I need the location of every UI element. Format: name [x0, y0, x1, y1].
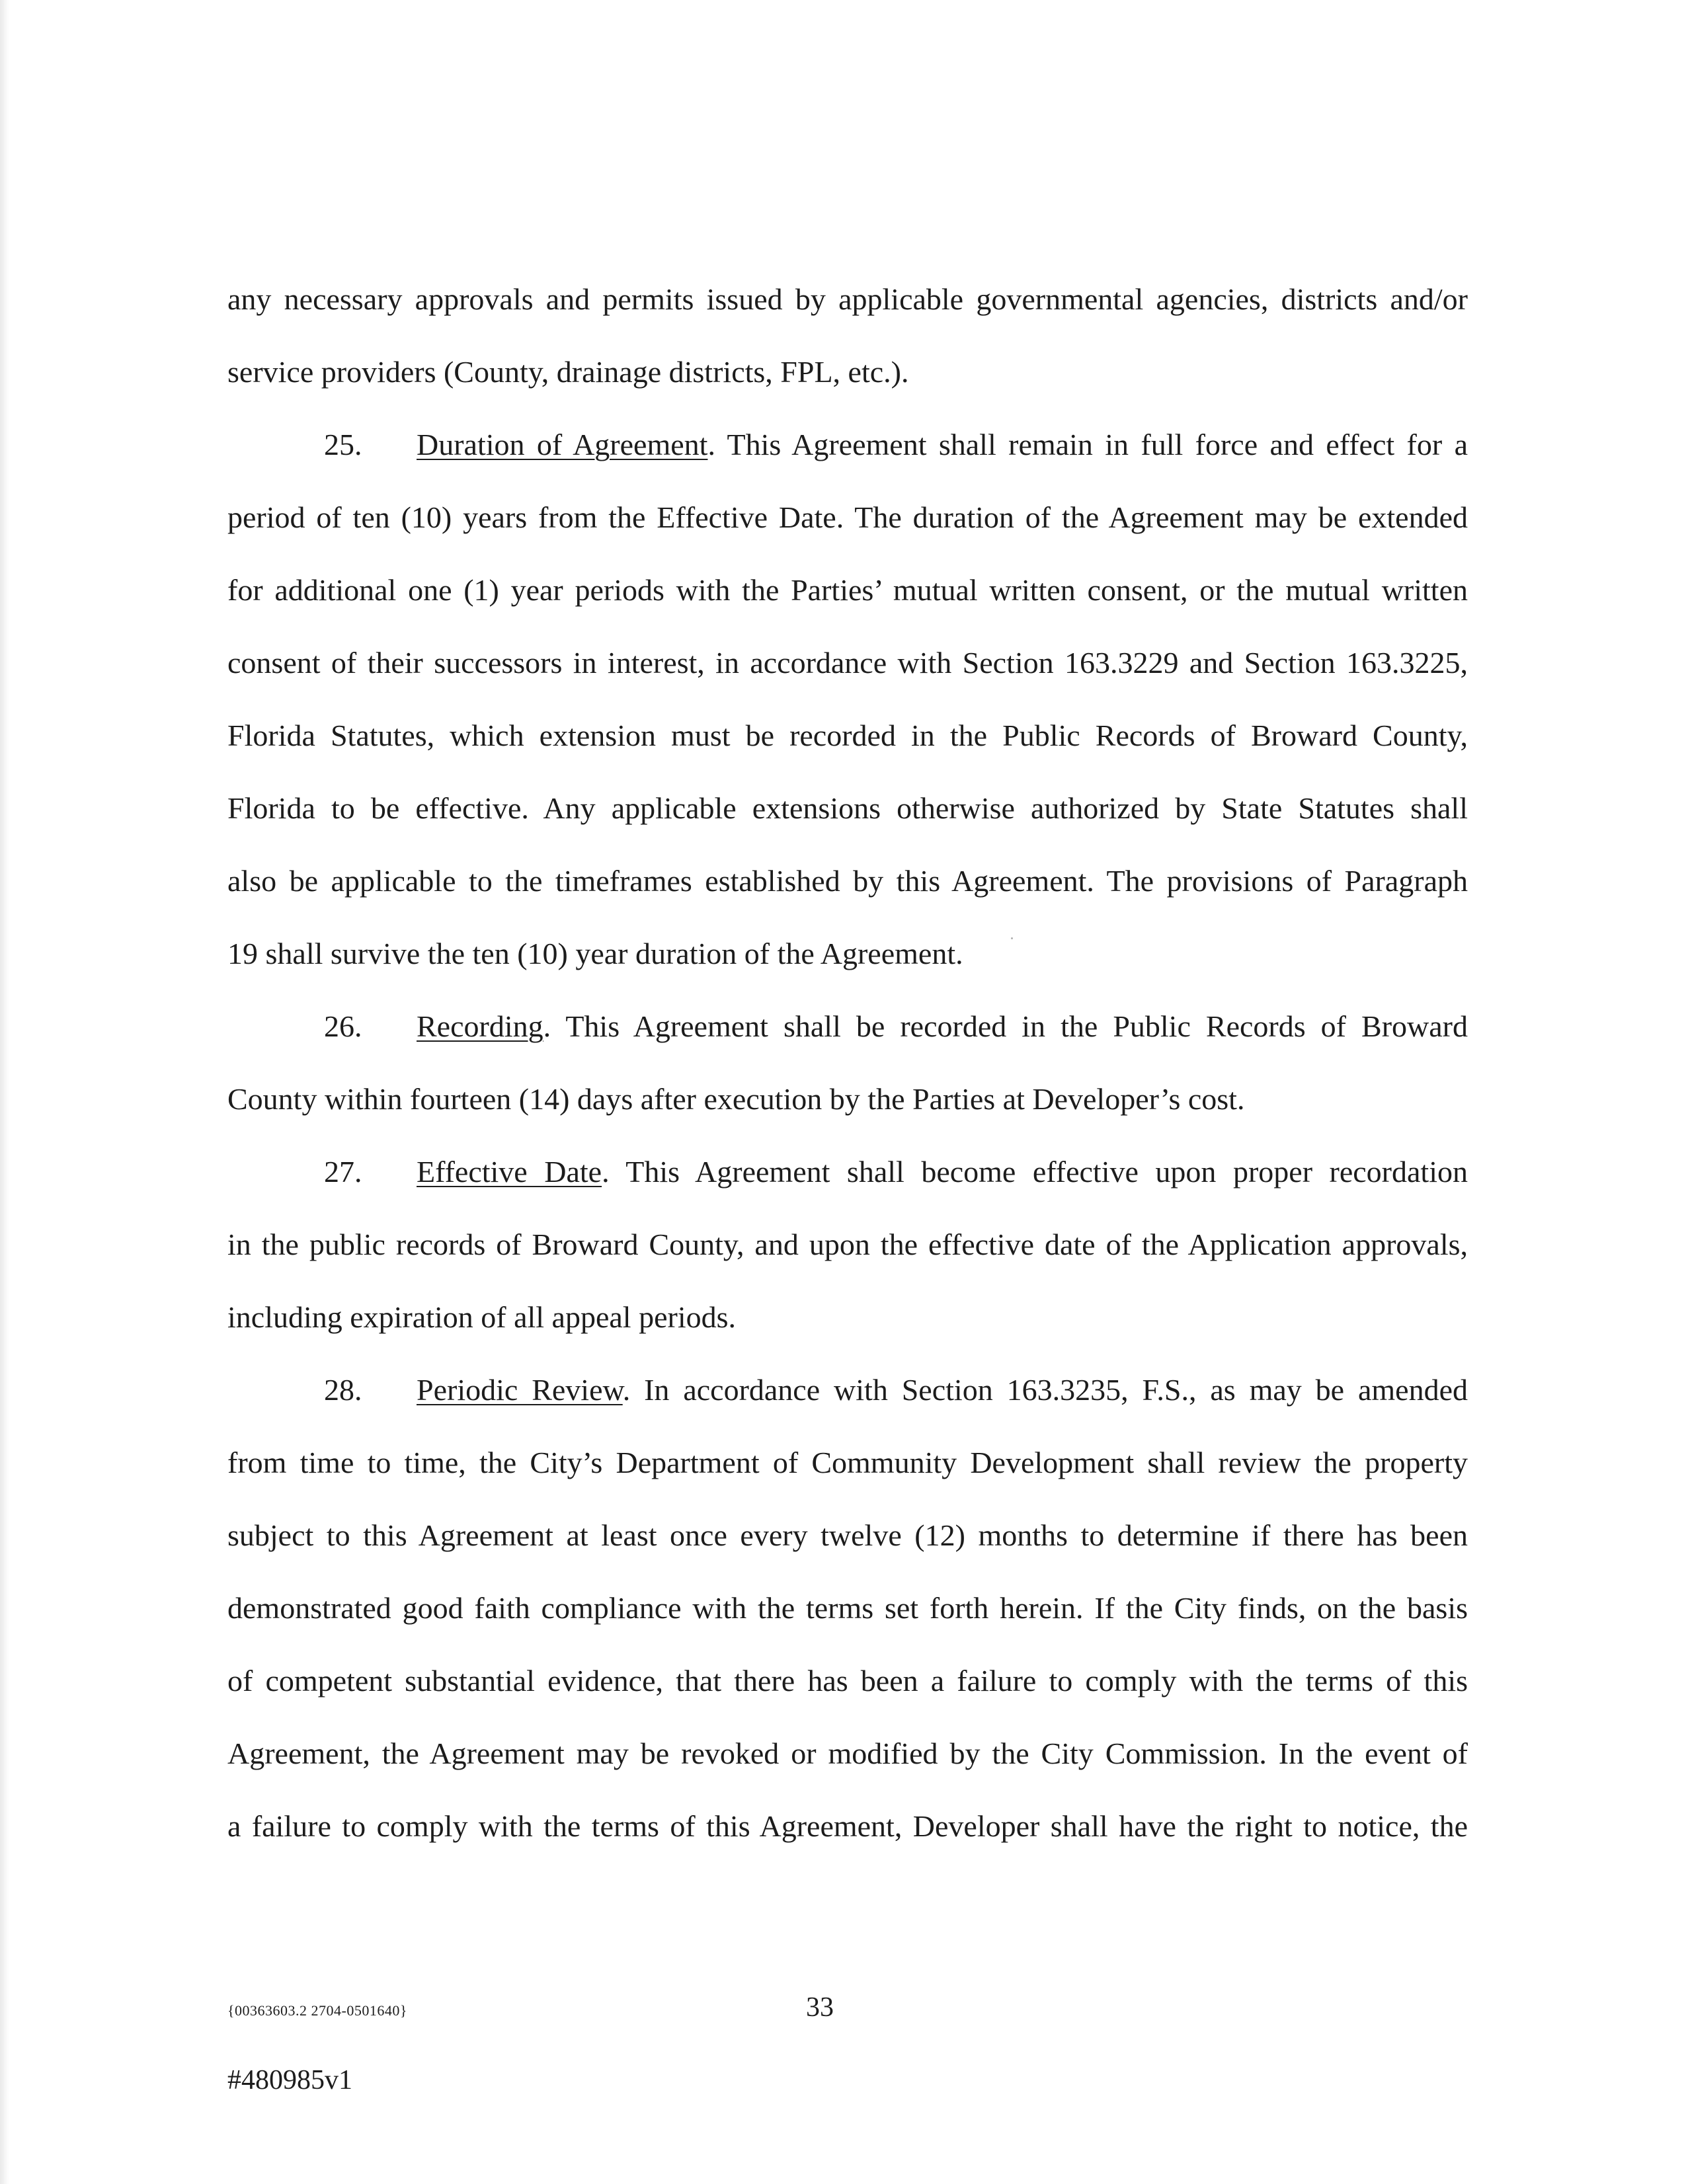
section-25-line — [227, 426, 1468, 463]
section-26-line — [227, 1008, 1468, 1045]
body-line: County within fourteen (14) days after execution by the Parties at Developer’s cost. — [227, 1082, 1245, 1116]
section-heading: Recording — [417, 1009, 543, 1043]
body-line: demonstrated good faith compliance with the terms set forth herein. If the City finds, on the basis — [227, 1591, 1468, 1625]
section-27-line — [227, 1153, 1468, 1190]
body-line: any necessary approvals and permits issued by applicable governmental agencies, districts and/or — [227, 282, 1468, 316]
page-number: 33 — [806, 1992, 834, 2023]
scan-speck — [1011, 937, 1013, 939]
body-line: a failure to comply with the terms of this Agreement, Developer shall have the right to notice, the — [227, 1809, 1468, 1843]
section-text: . This Agreement shall become effective upon proper recordation — [602, 1155, 1468, 1189]
body-line: in the public records of Broward County, and upon the effective date of the Application approvals, — [227, 1228, 1468, 1261]
footer-document-id: {00363603.2 2704-0501640} — [227, 2002, 407, 2019]
scan-edge-shadow — [0, 0, 9, 2184]
section-heading: Periodic Review — [417, 1373, 623, 1407]
section-heading: Duration of Agreement — [417, 428, 708, 461]
section-heading: Effective Date — [417, 1155, 602, 1189]
body-line: Florida to be effective. Any applicable extensions otherwise authorized by State Statutes shall — [227, 791, 1468, 825]
section-number: 28. — [324, 1373, 362, 1407]
body-line: of competent substantial evidence, that there has been a failure to comply with the terms of this — [227, 1664, 1468, 1697]
section-number: 26. — [324, 1009, 362, 1043]
section-text: . This Agreement shall remain in full force and effect for a — [707, 428, 1468, 461]
body-line: for additional one (1) year periods with the Parties’ mutual written consent, or the mutual written — [227, 573, 1468, 607]
body-line: period of ten (10) years from the Effective Date. The duration of the Agreement may be extended — [227, 500, 1468, 534]
document-version: #480985v1 — [227, 2065, 352, 2095]
body-line: including expiration of all appeal periods. — [227, 1300, 736, 1334]
section-text: . In accordance with Section 163.3235, F.S., as may be amended — [622, 1373, 1468, 1407]
section-28-line — [227, 1372, 1468, 1409]
section-text: . This Agreement shall be recorded in the Public Records of Broward — [543, 1009, 1468, 1043]
body-line: 19 shall survive the ten (10) year duration of the Agreement. — [227, 937, 963, 970]
section-number: 27. — [324, 1155, 362, 1189]
body-line: consent of their successors in interest, in accordance with Section 163.3229 and Section 163.3225, — [227, 646, 1468, 680]
body-line: service providers (County, drainage districts, FPL, etc.). — [227, 355, 909, 389]
body-line: also be applicable to the timeframes established by this Agreement. The provisions of Paragraph — [227, 864, 1468, 898]
body-line: subject to this Agreement at least once every twelve (12) months to determine if there has been — [227, 1518, 1468, 1552]
body-line: Florida Statutes, which extension must be recorded in the Public Records of Broward County, — [227, 719, 1468, 752]
body-line: Agreement, the Agreement may be revoked or modified by the City Commission. In the event of — [227, 1736, 1468, 1770]
body-line: from time to time, the City’s Department of Community Development shall review the property — [227, 1446, 1468, 1479]
section-number: 25. — [324, 428, 362, 461]
